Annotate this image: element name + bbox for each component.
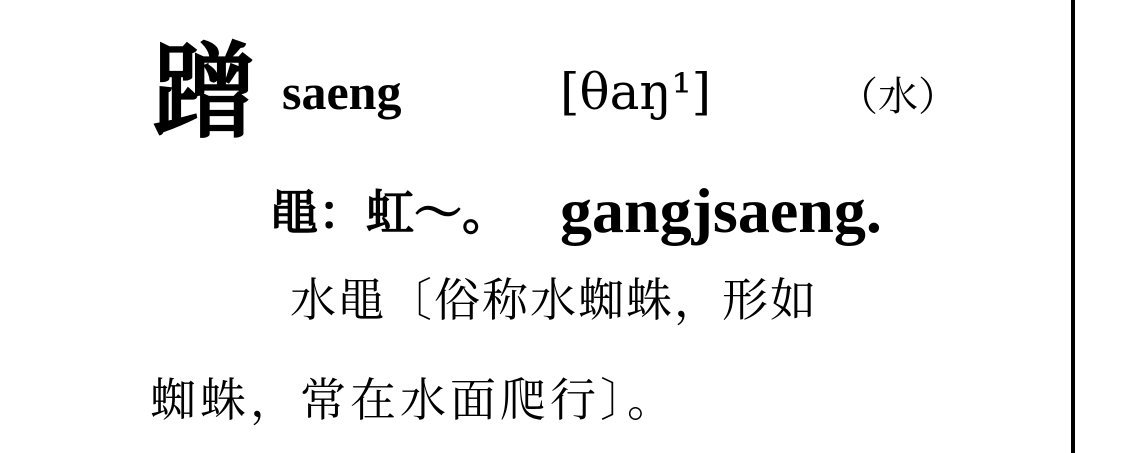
definition-text-2: 蜘蛛，常在水面爬行〕。 — [150, 373, 677, 427]
column-rule — [1071, 0, 1075, 453]
gloss-chinese: 黽：虹～。 — [270, 185, 511, 241]
ipa-pronunciation: [θaŋ¹] — [560, 63, 712, 121]
dialect-label: （水） — [838, 74, 958, 120]
definition-text-1: 水黽〔俗称水蜘蛛，形如 — [290, 273, 818, 327]
gloss-romanization: gangjsaeng. — [560, 175, 882, 246]
dictionary-entry — [150, 30, 1050, 430]
definition-line-1 — [290, 268, 818, 338]
definition-line-2 — [150, 368, 677, 438]
romanization: saeng — [282, 64, 402, 120]
headword: 蹭 — [152, 30, 257, 153]
